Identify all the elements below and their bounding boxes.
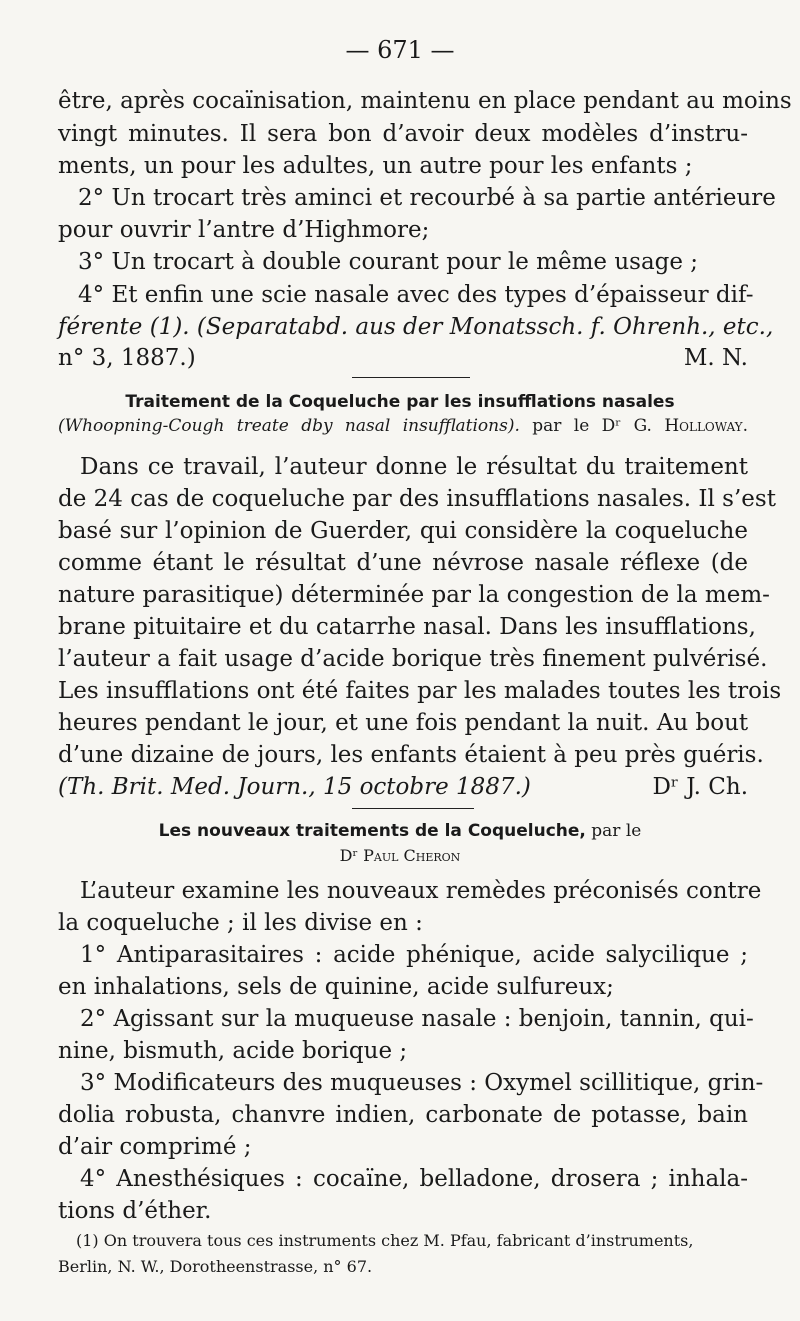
body-line: férente (1). (Separatabd. aus der Monatssch. f. Ohrenh., etc., [58,314,774,340]
body-line-text: n° 3, 1887.) [58,345,196,371]
body-line: 4° Anesthésiques : cocaïne, belladone, drosera ; inhala- [80,1166,748,1192]
body-line: comme étant le résultat d’une névrose nasale réflexe (de [58,550,748,576]
body-line: pour ouvrir l’antre d’Highmore; [58,217,430,243]
article-author: Dʳ Paul Cheron [339,846,461,865]
body-line: être, après cocaïnisation, maintenu en place pendant au moins [58,88,792,114]
subtitle-translation: (Whoopning-Cough treate dby nasal insufflations). [58,416,520,436]
body-line: basé sur l’opinion de Guerder, qui considère la coqueluche [58,518,748,544]
body-line: L’auteur examine les nouveaux remèdes préconisés contre [80,878,762,904]
article-source: (Th. Brit. Med. Journ., 15 octobre 1887.) [58,774,531,800]
body-line: nature parasitique) déterminée par la congestion de la mem- [58,582,770,608]
body-line: de 24 cas de coqueluche par des insufflations nasales. Il s’est [58,486,776,512]
body-line: l’auteur a fait usage d’acide borique très finement pulvérisé. [58,646,768,672]
body-line: 1° Antiparasitaires : acide phénique, acide salycilique ; [80,942,748,968]
body-line: d’air comprimé ; [58,1134,252,1160]
body-line: heures pendant le jour, et une fois pendant la nuit. Au bout [58,710,749,736]
article-author: G. Holloway. [633,416,748,436]
body-line: Les insufflations ont été faites par les malades toutes les trois [58,678,782,704]
footnote-line: (1) On trouvera tous ces instruments chez M. Pfau, fabricant d’instruments, [76,1231,694,1250]
body-line: 2° Un trocart très aminci et recourbé à sa partie antérieure [78,185,776,211]
title-by: par le [585,821,642,841]
body-line [58,343,748,373]
body-line: la coqueluche ; il les divise en : [58,910,423,936]
article-title: Traitement de la Coqueluche par les insufflations nasales [125,392,675,412]
page-number: — 671 — [345,36,455,64]
body-line: 3° Modificateurs des muqueuses : Oxymel scillitique, grin- [80,1070,764,1096]
body-line: dolia robusta, chanvre indien, carbonate de potasse, bain [58,1102,748,1128]
body-line: nine, bismuth, acide borique ; [58,1038,408,1064]
section-divider [352,808,474,809]
body-line: 4° Et enfin une scie nasale avec des types d’épaisseur dif- [78,282,754,308]
body-line: brane pituitaire et du catarrhe nasal. Dans les insufflations, [58,614,756,640]
body-line: 3° Un trocart à double courant pour le même usage ; [78,249,699,275]
article-title-text: Les nouveaux traitements de la Coqueluche, [158,821,586,841]
signature: M. N. [683,345,748,371]
body-line: en inhalations, sels de quinine, acide sulfureux; [58,974,614,1000]
article-title [0,821,800,841]
body-line: ments, un pour les adultes, un autre pour les enfants ; [58,153,693,179]
body-line: vingt minutes. Il sera bon d’avoir deux modèles d’instru- [58,121,748,147]
article-subtitle [58,416,748,436]
footnote-line: Berlin, N. W., Dorotheenstrasse, n° 67. [58,1257,373,1276]
signature: Dʳ J. Ch. [652,774,748,800]
section-divider [352,377,470,378]
body-line: Dans ce travail, l’auteur donne le résultat du traitement [80,454,748,480]
body-line [58,772,748,802]
body-line: tions d’éther. [58,1198,212,1224]
subtitle-by: par le Dʳ [519,416,634,436]
body-line: 2° Agissant sur la muqueuse nasale : benjoin, tannin, qui- [80,1006,754,1032]
body-line: d’une dizaine de jours, les enfants étaient à peu près guéris. [58,742,764,768]
